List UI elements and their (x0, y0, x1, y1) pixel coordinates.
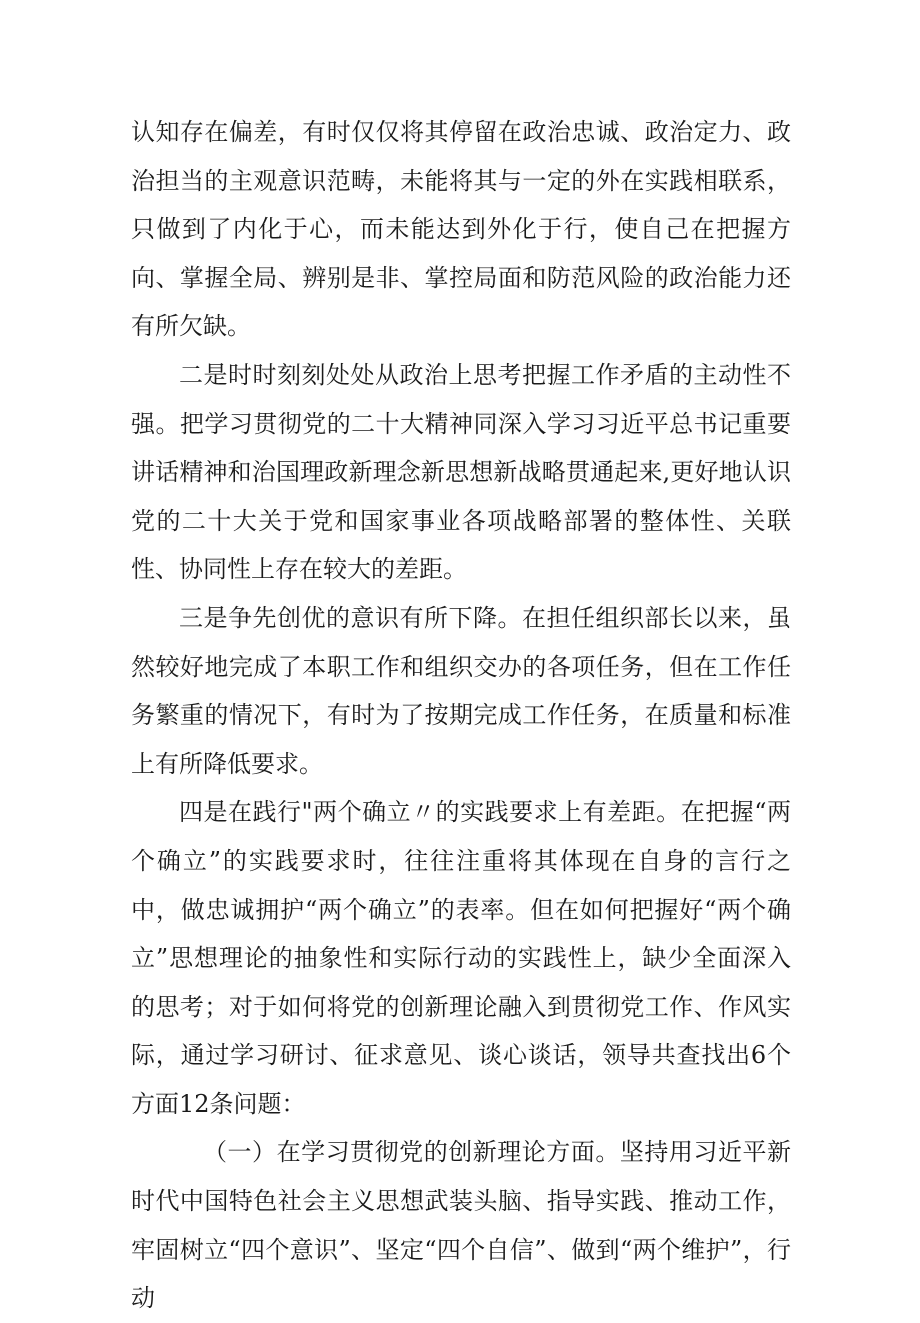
paragraph-point-four: 四是在践行"两个确立〃的实践要求上有差距。在把握“两个确立”的实践要求时，往往注重将其体现在自身的言行之中，做忠诚拥护“两个确立”的表率。但在如何把握好“两个确立”思想理论的抽象性和实际行动的实践性上，缺少全面深入的思考；对于如何将党的创新理论融入到贯彻党工作、作风实际，通过学习研讨、征求意见、谈心谈话，领导共查找出6个方面12条问题： (131, 798, 791, 1118)
paragraph-continuation: 认知存在偏差，有时仅仅将其停留在政治忠诚、政治定力、政治担当的主观意识范畴，未能将其与一定的外在实践相联系，只做到了内化于心，而未能达到外化于行，使自己在把握方向、掌握全局、辨别是非、掌控局面和防范风险的政治能力还有所欠缺。 (131, 118, 791, 341)
paragraph-point-three: 三是争先创优的意识有所下降。在担任组织部长以来，虽然较好地完成了本职工作和组织交办的各项任务，但在工作任务繁重的情况下，有时为了按期完成工作任务，在质量和标准上有所降低要求。 (131, 603, 791, 778)
paragraph-section-one: （一）在学习贯彻党的创新理论方面。坚持用习近平新时代中国特色社会主义思想武装头脑、指导实践、推动工作，牢固树立“四个意识”、坚定“四个自信”、做到“两个维护”，行动 (131, 1138, 791, 1313)
paragraph-point-two: 二是时时刻刻处处从政治上思考把握工作矛盾的主动性不强。把学习贯彻党的二十大精神同深入学习习近平总书记重要讲话精神和治国理政新理念新思想新战略贯通起来,更好地认识党的二十大关于党和国家事业各项战略部署的整体性、关联性、协同性上存在较大的差距。 (131, 360, 791, 584)
document-body (131, 108, 791, 1323)
